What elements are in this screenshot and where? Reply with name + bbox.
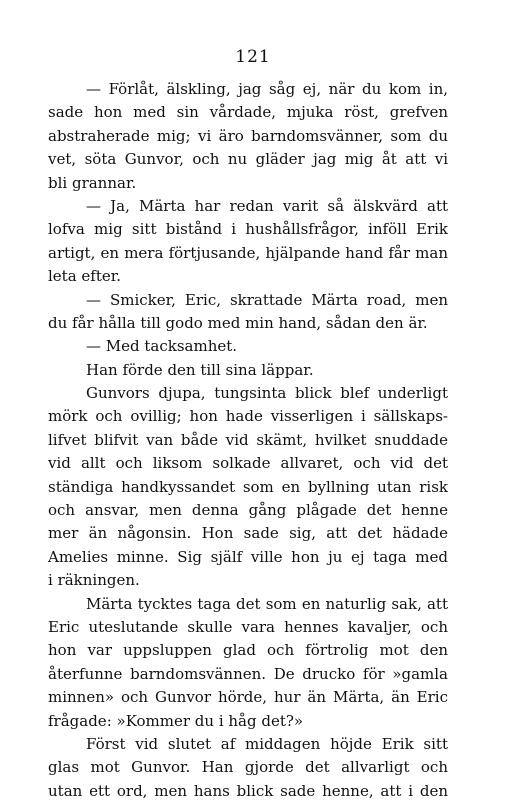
text-line: leta efter.	[48, 267, 122, 286]
text-line: lifvet blifvit van både vid skämt, hvilket snuddade	[48, 430, 448, 449]
text-line: och ansvar, men denna gång plågade det henne	[48, 501, 448, 520]
text-line: minnen» och Gunvor hörde, hur än Märta, än Eric	[48, 688, 448, 707]
text-line: Märta tycktes taga det som en naturlig sak, att	[86, 594, 448, 613]
text-line: abstraherade mig; vi äro barndomsvänner, som du	[48, 126, 448, 145]
text-line: vid allt och liksom solkade allvaret, och vid det	[48, 454, 448, 473]
text-line: sade hon med sin vårdade, mjuka röst, grefven	[48, 103, 448, 122]
text-line: du får hålla till godo med min hand, sådan den är.	[48, 313, 428, 332]
text-line: bli grannar.	[48, 173, 137, 192]
text-line: återfunne barndomsvännen. De drucko för »gamla	[48, 664, 448, 683]
text-line: Han förde den till sina läppar.	[86, 360, 314, 379]
text-line: — Med tacksamhet.	[86, 337, 238, 356]
text-line: vet, söta Gunvor, och nu gläder jag mig åt att vi	[48, 150, 448, 169]
text-line: i räkningen.	[48, 571, 140, 590]
text-line: Gunvors djupa, tungsinta blick blef underligt	[86, 384, 448, 403]
text-line: — Smicker, Eric, skrattade Märta road, men	[86, 290, 448, 309]
text-line: — Ja, Märta har redan varit så älskvärd att	[86, 196, 448, 215]
text-line: Först vid slutet af middagen höjde Erik sitt	[86, 734, 448, 753]
text-line: mer än någonsin. Hon sade sig, att det hädade	[48, 524, 448, 543]
text-line: Amelies minne. Sig själf ville hon ju ej taga med	[48, 547, 448, 566]
text-line: — Förlåt, älskling, jag såg ej, när du kom in,	[86, 80, 448, 98]
text-line: Eric uteslutande skulle vara hennes kavaljer, och	[48, 617, 448, 636]
text-line: ständiga handkyssandet som en byllning utan risk	[48, 477, 448, 496]
text-line: artigt, en mera förtjusande, hjälpande hand får man	[48, 243, 448, 262]
body-text	[48, 78, 448, 803]
text-line: hon var uppsluppen glad och förtrolig mot den	[48, 641, 448, 660]
text-line: mörk och ovillig; hon hade visserligen i sällskaps-	[48, 407, 448, 426]
text-line: frågade: »Kommer du i håg det?»	[48, 711, 304, 730]
text-line: utan ett ord, men hans blick sade henne, att i den	[48, 781, 448, 800]
text-line: lofva mig sitt bistånd i hushållsfrågor, inföll Erik	[48, 220, 448, 239]
text-line: glas mot Gunvor. Han gjorde det allvarligt och	[48, 758, 448, 777]
page-number: 121	[235, 47, 271, 67]
